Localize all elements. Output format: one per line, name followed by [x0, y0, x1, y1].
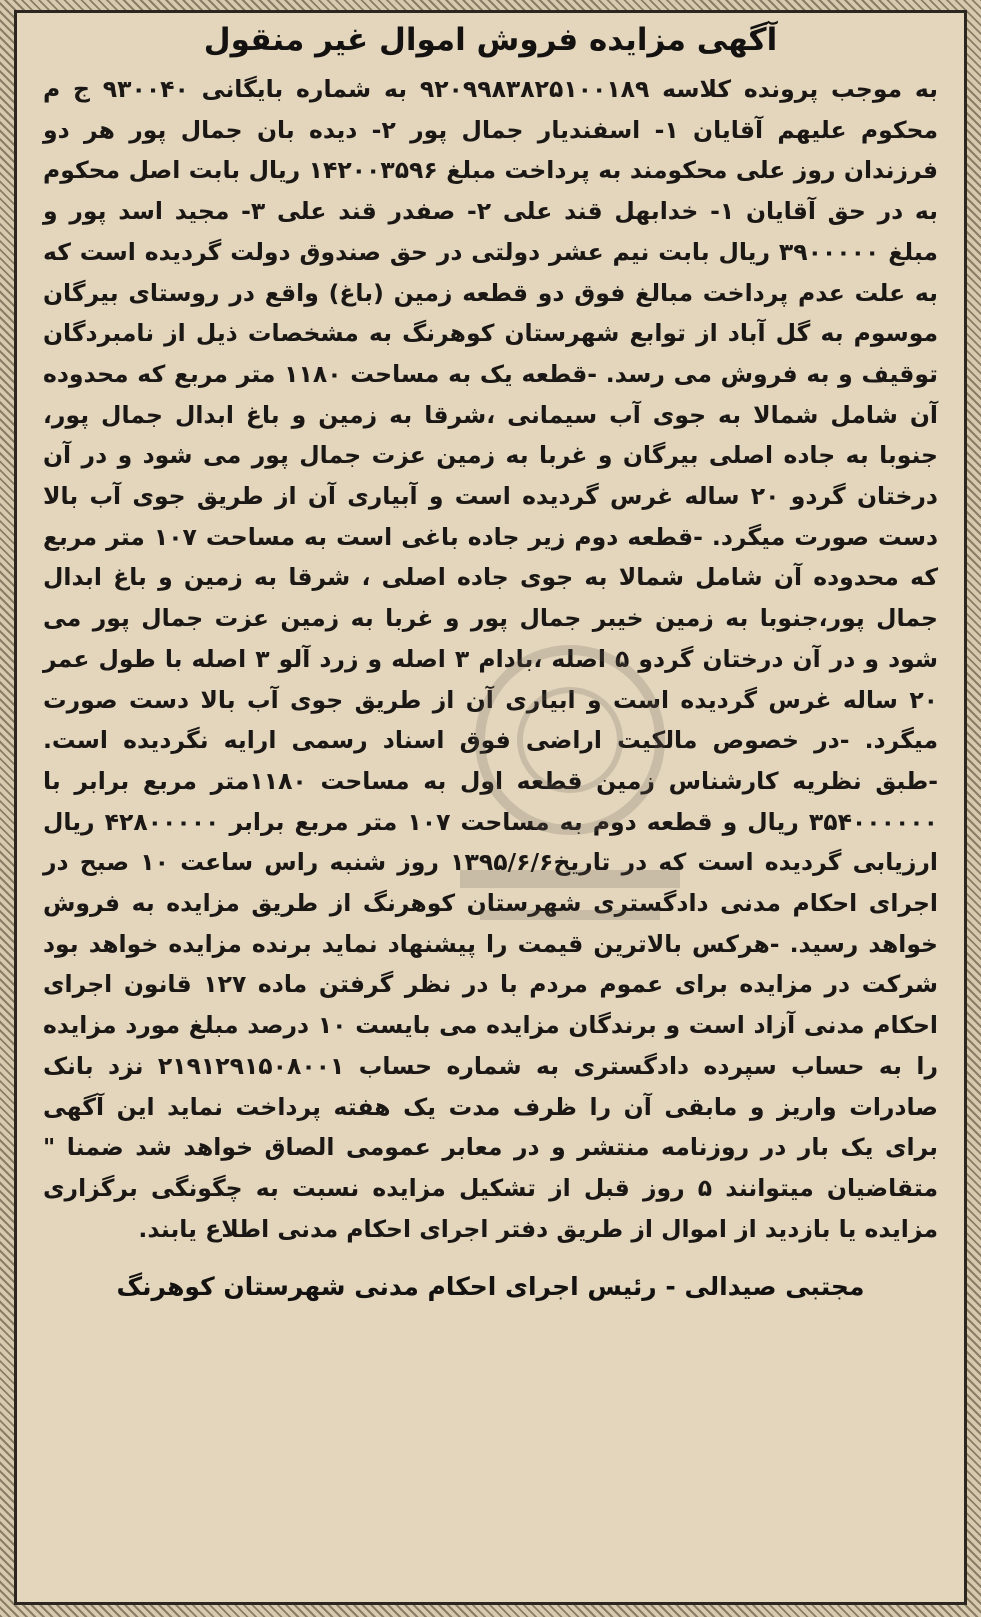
notice-title: آگهی مزایده فروش اموال غیر منقول — [203, 22, 778, 58]
notice-signature: مجتبی صیدالی - رئیس اجرای احکام مدنی شهرستان کوهرنگ — [116, 1272, 865, 1302]
notice-body: به موجب پرونده کلاسه ۹۲۰۹۹۸۳۸۲۵۱۰۰۱۸۹ به شماره بایگانی ۹۳۰۰۴۰ ج م محکوم علیهم آقایان ۱- اسفندیار جمال پور ۲- دیده بان جمال پور هر دو فرزندان روز علی محکومند به پرداخت مبلغ ۱۴۲۰۰۳۵۹۶ ریال بابت اصل محکوم به در حق آقایان ۱- خدابهل قند علی ۲- صفدر قند علی ۳- مجید اسد پور و مبلغ ۳۹۰۰۰۰۰ ریال بابت نیم عشر دولتی در حق صندوق دولت گردیده است که به علت عدم پرداخت مبالغ فوق دو قطعه زمین (باغ) واقع در روستای بیرگان موسوم به گل آباد از توابع شهرستان کوهرنگ به مشخصات ذیل از نامبردگان توقیف و به فروش می رسد. -قطعه یک به مساحت ۱۱۸۰ متر مربع که محدوده آن شامل شمالا به جوی آب سیمانی ،شرقا به زمین و باغ ابدال جمال پور، جنوبا به جاده اصلی بیرگان و غربا به زمین عزت جمال پور می شود و در آن درختان گردو ۲۰ ساله غرس گردیده است و آبیاری آن از طریق جوی آب بالا دست صورت میگرد. -قطعه دوم زیر جاده باغی است به مساحت ۱۰۷ متر مربع که محدوده آن شامل شمالا به جوی جاده اصلی ، شرقا به زمین و باغ ابدال جمال پور،جنوبا به زمین خیبر جمال پور و غربا به زمین عزت جمال پور می شود و در آن درختان گردو ۵ اصله ،بادام ۳ اصله و زرد آلو ۳ اصله با طول عمر ۲۰ ساله غرس گردیده است و ابیاری آن از طریق جوی آب بالا دست صورت میگرد. -در خصوص مالکیت اراضی فوق اسناد رسمی ارایه نگردیده است. -طبق نظریه کارشناس زمین قطعه اول به مساحت ۱۱۸۰متر مربع برابر با ۳۵۴۰۰۰۰۰۰ ریال و قطعه دوم به مساحت ۱۰۷ متر مربع برابر ۴۲۸۰۰۰۰۰ ریال ارزیابی گردیده است که در تاریخ۱۳۹۵/۶/۶ روز شنبه راس ساعت ۱۰ صبح در اجرای احکام مدنی دادگستری شهرستان کوهرنگ از طریق مزایده به فروش خواهد رسید. -هرکس بالاترین قیمت را پیشنهاد نماید برنده مزایده خواهد بود شرکت در مزایده برای عموم مردم با در نظر گرفتن ماده ۱۲۷ قانون اجرای احکام مدنی آزاد است و برندگان مزایده می بایست ۱۰ درصد مبلغ مورد مزایده را به حساب سپرده دادگستری به شماره حساب ۲۱۹۱۲۹۱۵۰۸۰۰۱ نزد بانک صادرات واریز و مابقی آن را ظرف مدت یک هفته پرداخت نماید این آگهی برای یک بار در روزنامه منتشر و در معابر عمومی الصاق خواهد شد ضمنا " متقاضیان میتوانند ۵ روز قبل از تشکیل مزایده نسبت به چگونگی برگزاری مزایده یا بازدید از اموال از طریق دفتر اجرای احکام مدنی اطلاع یابند. — [43, 75, 938, 1243]
notice-frame — [14, 10, 967, 1605]
